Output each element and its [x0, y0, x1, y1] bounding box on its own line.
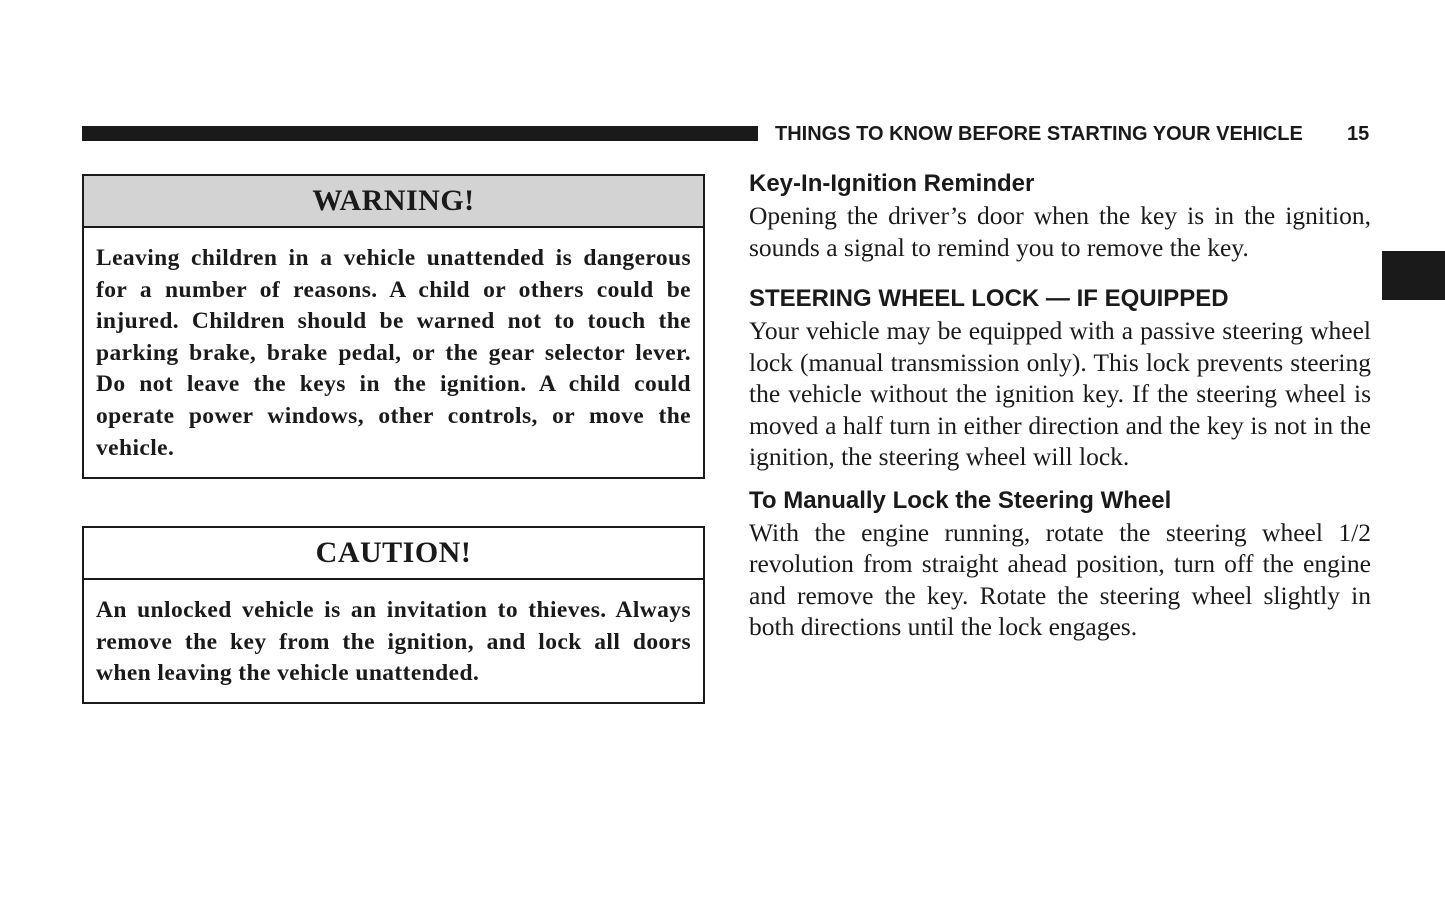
- page-number: 15: [1347, 123, 1370, 145]
- section-heading-manual-lock: To Manually Lock the Steering Wheel: [749, 486, 1172, 514]
- section-text-manual-lock: With the engine running, rotate the steering wheel 1/2 revolution from straight ahead position, turn off the engine and remove the key. Rotate the steering wheel slightly in both directions until the lock engages.: [749, 517, 1371, 641]
- warning-text: Leaving children in a vehicle unattended is dangerous for a number of reasons. A child or others could be injured. Children should be warned not to touch the parking brake, brake pedal, or the gear selector lever. Do not leave the keys in the ignition. A child could operate power windows, other controls, or move the vehicle.: [96, 245, 691, 461]
- section-text-key-reminder: Opening the driver’s door when the key is in the ignition, sounds a signal to remind you to remove the key.: [749, 201, 1371, 262]
- section-text-steering-lock: Your vehicle may be equipped with a passive steering wheel lock (manual transmission only). This lock prevents steering the vehicle without the ignition key. If the steering wheel is moved a half turn in either direction and the key is not in the ignition, the steering wheel will lock.: [749, 316, 1371, 471]
- caution-title: CAUTION!: [84, 528, 703, 580]
- caution-text: An unlocked vehicle is an invitation to thieves. Always remove the key from the ignition, and lock all doors when leaving the vehicle unattended.: [96, 597, 691, 687]
- warning-title: WARNING!: [84, 176, 703, 228]
- running-header-title: THINGS TO KNOW BEFORE STARTING YOUR VEHICLE: [775, 123, 1303, 145]
- section-heading-key-reminder: Key-In-Ignition Reminder: [749, 170, 1035, 197]
- warning-box: [82, 174, 705, 479]
- right-column: [749, 168, 1371, 643]
- header-rule: [82, 126, 758, 141]
- section-heading-steering-lock: STEERING WHEEL LOCK — IF EQUIPPED: [749, 285, 1229, 312]
- caution-box: [82, 526, 705, 704]
- section-thumb-tab: [1382, 251, 1445, 300]
